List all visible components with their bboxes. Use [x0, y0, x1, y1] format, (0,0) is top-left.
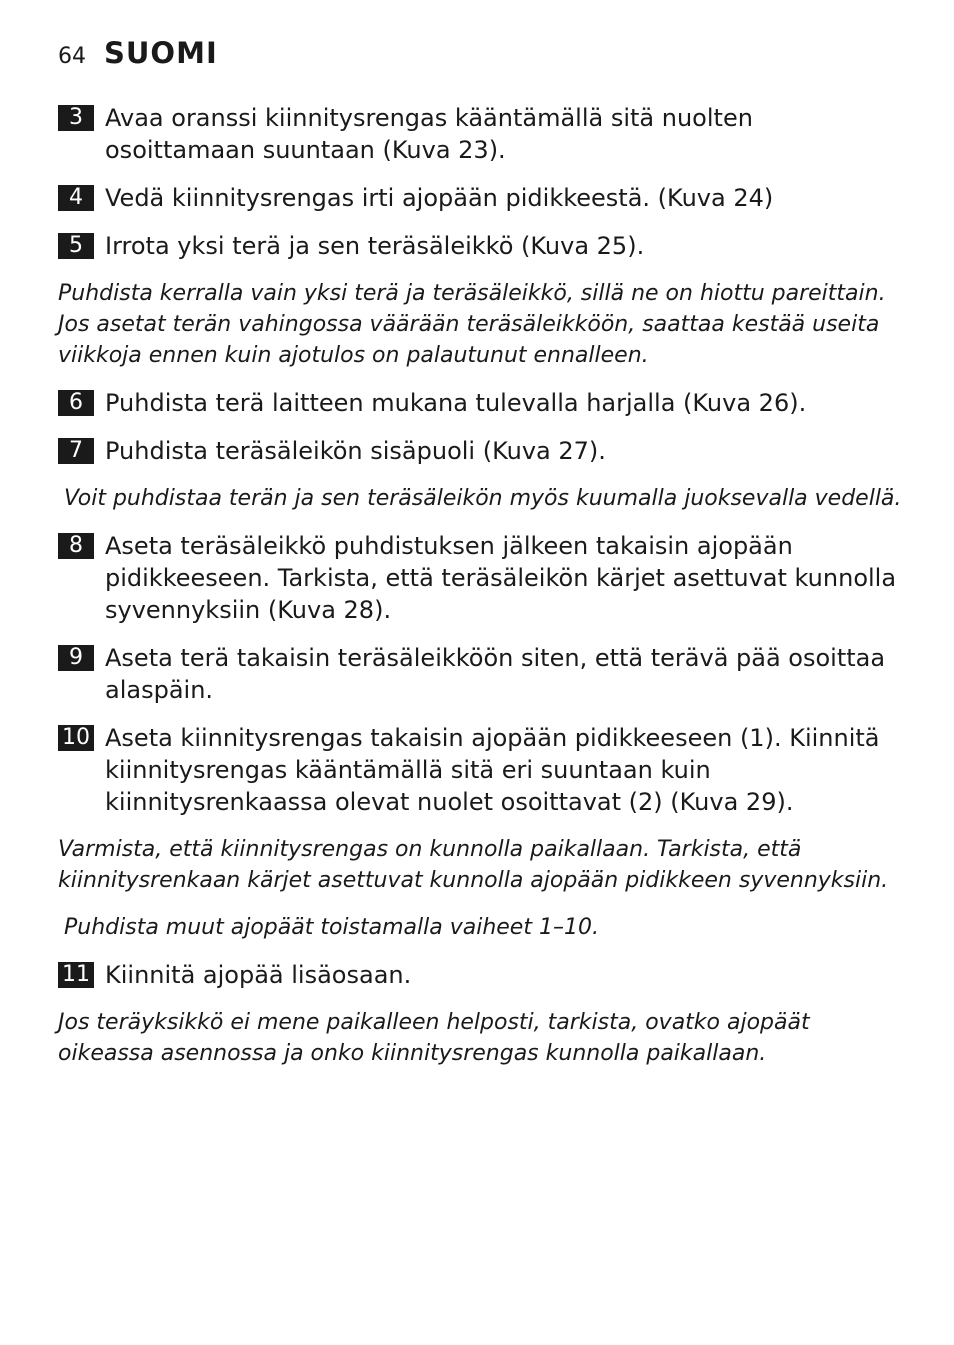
- step-number: 4: [58, 185, 94, 211]
- step-text: Puhdista teräsäleikön sisäpuoli (Kuva 27).: [105, 437, 606, 465]
- step-number: 11: [58, 962, 94, 988]
- step-text: Aseta teräsäleikkö puhdistuksen jälkeen takaisin ajopään pidikkeeseen. Tarkista, että teräsäleikön kärjet asettuvat kunnolla syvennyksiin (Kuva 28).: [105, 532, 897, 624]
- step-number: 8: [58, 533, 94, 559]
- section-title: SUOMI: [104, 36, 218, 70]
- step-4: [58, 182, 908, 214]
- step-8: [58, 530, 908, 626]
- step-text: Vedä kiinnitysrengas irti ajopään pidikkeestä. (Kuva 24): [105, 184, 774, 212]
- page-header: [58, 36, 218, 70]
- step-11: [58, 959, 908, 991]
- step-text: Avaa oranssi kiinnitysrengas kääntämällä sitä nuolten osoittamaan suuntaan (Kuva 23).: [105, 104, 753, 164]
- step-text: Aseta kiinnitysrengas takaisin ajopään pidikkeeseen (1). Kiinnitä kiinnitysrengas kääntämällä sitä eri suuntaan kuin kiinnitysrenkaassa olevat nuolet osoittavat (2) (Kuva 29).: [105, 724, 880, 816]
- step-number: 3: [58, 105, 94, 131]
- step-6: [58, 387, 908, 419]
- note-text: Voit puhdistaa terän ja sen teräsäleikön myös kuumalla juoksevalla vedellä.: [64, 486, 902, 511]
- step-7: [58, 435, 908, 467]
- step-text: Kiinnitä ajopää lisäosaan.: [105, 961, 412, 989]
- step-text: Aseta terä takaisin teräsäleikköön siten, että terävä pää osoittaa alaspäin.: [105, 644, 886, 704]
- step-3: [58, 102, 908, 166]
- step-9: [58, 642, 908, 706]
- step-5: [58, 230, 908, 262]
- note-text: Jos teräyksikkö ei mene paikalleen helposti, tarkista, ovatko ajopäät oikeassa asennossa ja onko kiinnitysrengas kunnolla paikallaan.: [58, 1010, 810, 1066]
- step-number: 10: [58, 725, 94, 751]
- step-number: 9: [58, 645, 94, 671]
- step-10: [58, 722, 908, 818]
- step-text: Puhdista terä laitteen mukana tulevalla harjalla (Kuva 26).: [105, 389, 807, 417]
- step-number: 6: [58, 390, 94, 416]
- instructions: [58, 102, 908, 1085]
- step-text: Irrota yksi terä ja sen teräsäleikkö (Kuva 25).: [105, 232, 645, 260]
- page-number: 64: [58, 44, 86, 69]
- note-text: Varmista, että kiinnitysrengas on kunnolla paikallaan. Tarkista, että kiinnitysrenkaan kärjet asettuvat kunnolla ajopään pidikkeen syvennyksiin.: [58, 837, 889, 893]
- step-number: 7: [58, 438, 94, 464]
- note-text: Puhdista muut ajopäät toistamalla vaiheet 1–10.: [64, 915, 599, 940]
- step-number: 5: [58, 233, 94, 259]
- note-text: Puhdista kerralla vain yksi terä ja teräsäleikkö, sillä ne on hiottu pareittain. Jos asetat terän vahingossa väärään teräsäleikköön, saattaa kestää useita viikkoja ennen kuin ajotulos on palautunut ennalleen.: [58, 281, 886, 368]
